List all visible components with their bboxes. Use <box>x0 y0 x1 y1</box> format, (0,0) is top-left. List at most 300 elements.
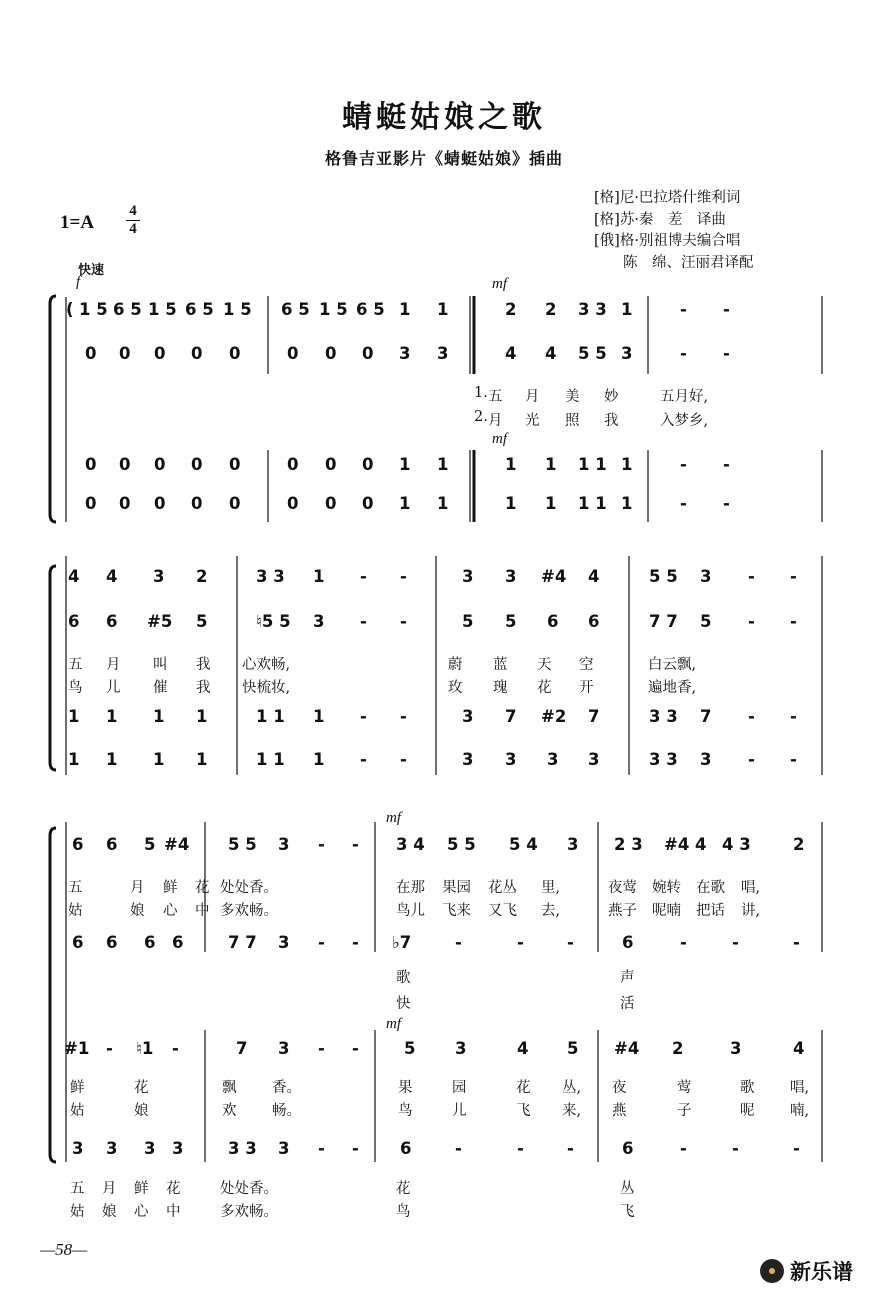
note-s2-r1-c5: 3 <box>313 612 325 631</box>
note-s1-r2-c5: 0 <box>287 455 299 474</box>
note-s2-r1-c11: 6 <box>588 612 600 631</box>
lyric-word: 娘 <box>102 1204 117 1220</box>
note-s3-r0-c6: - <box>318 835 325 854</box>
note-s1-r0-c3: 6 5 <box>185 300 214 319</box>
note-s2-r2-c15: - <box>790 707 797 726</box>
lyric-word: 果 <box>398 1080 413 1096</box>
lyric-word: 莺 <box>677 1080 692 1096</box>
note-s2-r2-c8: 3 <box>462 707 474 726</box>
lyric-word: 燕子 <box>608 903 637 919</box>
note-s3-r0-c12: 2 3 <box>614 835 643 854</box>
note-s3-r1-c7: - <box>352 933 359 952</box>
lyric-word: 月 <box>102 1181 117 1197</box>
lyric-word: 姑 <box>70 1204 85 1220</box>
lyric-word: 花 <box>537 680 552 696</box>
note-s1-r0-c8: 1 <box>399 300 411 319</box>
lyric-word: 畅。 <box>272 1103 301 1119</box>
note-s3-r2-c10: 4 <box>517 1039 529 1058</box>
lyric-word: 飞 <box>516 1103 531 1119</box>
note-s3-r2-c5: 3 <box>278 1039 290 1058</box>
note-s1-r0-c15: - <box>723 300 730 319</box>
note-s3-r3-c3: 3 <box>172 1139 184 1158</box>
note-s1-r0-c6: 1 5 <box>319 300 348 319</box>
note-s3-r1-c6: - <box>318 933 325 952</box>
note-s3-r2-c0: #1 <box>64 1039 90 1058</box>
lyric-word: 妙 <box>604 389 619 405</box>
note-s3-r3-c5: 3 <box>278 1139 290 1158</box>
lyric-word: 月 <box>488 413 503 429</box>
note-s2-r2-c12: 3 3 <box>649 707 678 726</box>
lyric-word: 开 <box>579 680 594 696</box>
note-s3-r2-c15: 4 <box>793 1039 805 1058</box>
lyric-word: 夜莺 <box>608 880 637 896</box>
note-s3-r2-c9: 3 <box>455 1039 467 1058</box>
lyric-word: 果园 <box>442 880 471 896</box>
note-s3-r3-c7: - <box>352 1139 359 1158</box>
lyric-word: 鲜 <box>163 880 178 896</box>
note-s1-r3-c7: 0 <box>362 494 374 513</box>
lyric-word: 中 <box>166 1204 181 1220</box>
note-s1-r1-c0: 0 <box>85 344 97 363</box>
song-subtitle: 格鲁吉亚影片《蜻蜓姑娘》插曲 <box>324 149 563 168</box>
note-s3-r3-c15: - <box>793 1139 800 1158</box>
note-s3-r1-c8: ♭7 <box>392 933 412 952</box>
lyric-word: 飞 <box>620 1204 635 1220</box>
dynamic-mf-1: mf <box>492 276 507 292</box>
lyric-word: 催 <box>153 680 168 696</box>
note-s3-r2-c12: #4 <box>614 1039 640 1058</box>
note-s1-r2-c0: 0 <box>85 455 97 474</box>
note-s2-r2-c0: 1 <box>68 707 80 726</box>
lyric-word: 唱, <box>790 1080 810 1096</box>
note-s1-r3-c12: 1 1 <box>578 494 607 513</box>
note-s3-r1-c11: - <box>567 933 574 952</box>
dynamic-forte: f <box>76 274 81 290</box>
lyric-word: 姑 <box>68 903 83 919</box>
lyric-word: 丛 <box>620 1181 635 1197</box>
note-s3-r1-c12: 6 <box>622 933 634 952</box>
watermark-text: 新乐谱 <box>790 1260 853 1284</box>
note-s1-r0-c9: 1 <box>437 300 449 319</box>
credit-arranger: [俄]格·别祖博夫编合唱 <box>594 233 741 249</box>
lyric-word: 唱, <box>741 880 761 896</box>
note-s1-r2-c4: 0 <box>229 455 241 474</box>
lyric-word: 鲜 <box>70 1080 85 1096</box>
lyric-word: 五月好, <box>660 389 709 405</box>
note-s1-r0-c13: 1 <box>621 300 633 319</box>
note-s2-r3-c3: 1 <box>196 750 208 769</box>
note-s3-r1-c15: - <box>793 933 800 952</box>
lyric-word: 入梦乡, <box>660 413 709 429</box>
note-s1-r2-c15: - <box>723 455 730 474</box>
note-s1-r2-c14: - <box>680 455 687 474</box>
note-s3-r0-c2: 5 <box>144 835 156 854</box>
note-s2-r1-c14: - <box>748 612 755 631</box>
note-s3-r3-c0: 3 <box>72 1139 84 1158</box>
verse-number: 2. <box>474 409 488 425</box>
lyric-word: 心 <box>163 903 178 919</box>
lyric-word: 丛, <box>562 1080 582 1096</box>
note-s2-r3-c10: 3 <box>547 750 559 769</box>
open-paren: ( <box>66 300 74 319</box>
note-s2-r3-c11: 3 <box>588 750 600 769</box>
note-s3-r1-c5: 3 <box>278 933 290 952</box>
note-s1-r3-c3: 0 <box>191 494 203 513</box>
lyric-word: 歌 <box>740 1080 755 1096</box>
note-s2-r1-c1: 6 <box>106 612 118 631</box>
lyric-word: 天 <box>537 657 552 673</box>
note-s3-r1-c14: - <box>732 933 739 952</box>
lyric-word: 姑 <box>70 1103 85 1119</box>
note-s1-r1-c4: 0 <box>229 344 241 363</box>
credit-composer: [格]苏·秦 差 译曲 <box>594 211 726 228</box>
note-s1-r3-c0: 0 <box>85 494 97 513</box>
page-number: —58— <box>40 1240 88 1259</box>
note-s1-r1-c11: 4 <box>545 344 557 363</box>
note-s1-r1-c14: - <box>680 344 687 363</box>
lyric-word: 蔚 <box>448 657 463 673</box>
lyric-word: 歌 <box>396 970 411 986</box>
note-s2-r1-c15: - <box>790 612 797 631</box>
credit-translators: 陈 绵、汪丽君译配 <box>594 254 754 271</box>
note-s3-r1-c10: - <box>517 933 524 952</box>
lyric-word: 瑰 <box>493 680 508 696</box>
note-s3-r2-c2: ♮1 <box>136 1039 154 1058</box>
note-s3-r3-c9: - <box>455 1139 462 1158</box>
lyric-word: 多欢畅。 <box>220 903 278 919</box>
note-s3-r0-c1: 6 <box>106 835 118 854</box>
lyric-word: 花 <box>396 1181 411 1197</box>
note-s2-r0-c13: 3 <box>700 567 712 586</box>
note-s3-r3-c1: 3 <box>106 1139 118 1158</box>
lyric-word: 中 <box>195 903 210 919</box>
lyric-word: 五 <box>68 657 83 673</box>
lyric-word: 喃, <box>790 1103 810 1119</box>
note-s3-r2-c8: 5 <box>404 1039 416 1058</box>
lyric-word: 处处香。 <box>220 880 278 896</box>
lyric-word: 心 <box>134 1204 149 1220</box>
lyric-word: 玫 <box>448 680 463 696</box>
note-s3-r0-c7: - <box>352 835 359 854</box>
lyric-word: 里, <box>541 880 561 896</box>
lyric-word: 花 <box>166 1181 181 1197</box>
lyric-word: 夜 <box>612 1080 627 1096</box>
note-s2-r1-c2: #5 <box>147 612 173 631</box>
note-s2-r3-c6: - <box>360 750 367 769</box>
system-brace <box>50 828 56 1162</box>
lyric-word: 花 <box>134 1080 149 1096</box>
note-s3-r3-c14: - <box>732 1139 739 1158</box>
note-s2-r3-c5: 1 <box>313 750 325 769</box>
note-s3-r2-c6: - <box>318 1039 325 1058</box>
note-s2-r3-c12: 3 3 <box>649 750 678 769</box>
note-s2-r3-c4: 1 1 <box>256 750 285 769</box>
note-s1-r1-c15: - <box>723 344 730 363</box>
lyric-word: 鸟 <box>396 1204 411 1220</box>
note-s2-r0-c2: 3 <box>153 567 165 586</box>
lyric-word: 燕 <box>612 1103 627 1119</box>
note-s2-r1-c4: ♮5 5 <box>256 612 291 631</box>
note-s3-r0-c0: 6 <box>72 835 84 854</box>
note-s3-r3-c4: 3 3 <box>228 1139 257 1158</box>
note-s2-r2-c1: 1 <box>106 707 118 726</box>
lyric-word: 叫 <box>153 657 168 673</box>
lyric-word: 花丛 <box>488 880 517 896</box>
note-s2-r0-c5: 1 <box>313 567 325 586</box>
lyric-word: 快 <box>396 996 411 1012</box>
note-s2-r0-c1: 4 <box>106 567 118 586</box>
note-s2-r1-c13: 5 <box>700 612 712 631</box>
note-s2-r3-c1: 1 <box>106 750 118 769</box>
note-s3-r0-c9: 5 5 <box>447 835 476 854</box>
note-s2-r2-c7: - <box>400 707 407 726</box>
time-sig-bottom: 4 <box>126 220 140 238</box>
note-s2-r1-c9: 5 <box>505 612 517 631</box>
dynamic-mf-4: mf <box>386 1016 401 1032</box>
note-s3-r0-c3: #4 <box>164 835 190 854</box>
verse-number: 1. <box>474 385 488 401</box>
note-s1-r3-c4: 0 <box>229 494 241 513</box>
note-s2-r0-c9: 3 <box>505 567 517 586</box>
note-s1-r3-c13: 1 <box>621 494 633 513</box>
note-s2-r3-c13: 3 <box>700 750 712 769</box>
note-s2-r2-c11: 7 <box>588 707 600 726</box>
note-s1-r2-c7: 0 <box>362 455 374 474</box>
lyric-word: 五 <box>68 880 83 896</box>
lyric-word: 香。 <box>272 1080 301 1096</box>
lyric-word: 花 <box>516 1080 531 1096</box>
song-title: 蜻蜓姑娘之歌 <box>342 100 546 135</box>
note-s2-r1-c10: 6 <box>547 612 559 631</box>
note-s3-r0-c15: 2 <box>793 835 805 854</box>
note-s2-r3-c2: 1 <box>153 750 165 769</box>
lyric-word: 鸟 <box>398 1103 413 1119</box>
note-s3-r0-c8: 3 4 <box>396 835 425 854</box>
lyric-word: 欢 <box>222 1103 237 1119</box>
time-sig-top: 4 <box>129 203 137 219</box>
note-s3-r1-c3: 6 <box>172 933 184 952</box>
note-s1-r1-c3: 0 <box>191 344 203 363</box>
note-s3-r0-c5: 3 <box>278 835 290 854</box>
dynamic-mf-3: mf <box>386 810 401 826</box>
note-s1-r2-c11: 1 <box>545 455 557 474</box>
note-s2-r2-c13: 7 <box>700 707 712 726</box>
lyric-word: 来, <box>562 1103 582 1119</box>
note-s1-r3-c5: 0 <box>287 494 299 513</box>
lyric-word: 月 <box>130 880 145 896</box>
lyric-word: 我 <box>604 413 619 429</box>
lyric-word: 子 <box>677 1103 692 1119</box>
dynamic-mf-2: mf <box>492 431 507 447</box>
note-s1-r1-c13: 3 <box>621 344 633 363</box>
lyric-word: 把话 <box>696 903 725 919</box>
lyric-word: 美 <box>565 389 580 405</box>
lyric-word: 在那 <box>396 880 425 896</box>
note-s1-r0-c10: 2 <box>505 300 517 319</box>
note-s2-r0-c11: 4 <box>588 567 600 586</box>
lyric-word: 声 <box>620 970 635 986</box>
note-s2-r0-c10: #4 <box>541 567 567 586</box>
note-s3-r0-c4: 5 5 <box>228 835 257 854</box>
lyric-word: 鲜 <box>134 1181 149 1197</box>
lyric-word: 儿 <box>106 680 121 696</box>
note-s1-r1-c5: 0 <box>287 344 299 363</box>
lyric-word: 呢喃 <box>652 903 681 919</box>
note-s1-r0-c0: 1 5 <box>79 300 108 319</box>
note-s1-r1-c9: 3 <box>437 344 449 363</box>
note-s1-r1-c7: 0 <box>362 344 374 363</box>
note-s1-r0-c5: 6 5 <box>281 300 310 319</box>
note-s1-r0-c4: 1 5 <box>223 300 252 319</box>
lyric-word: 娘 <box>130 903 145 919</box>
note-s1-r3-c10: 1 <box>505 494 517 513</box>
note-s3-r2-c14: 3 <box>730 1039 742 1058</box>
note-s3-r1-c0: 6 <box>72 933 84 952</box>
note-s1-r3-c1: 0 <box>119 494 131 513</box>
note-s1-r2-c2: 0 <box>154 455 166 474</box>
note-s2-r0-c6: - <box>360 567 367 586</box>
note-s3-r3-c12: 6 <box>622 1139 634 1158</box>
note-s3-r2-c4: 7 <box>236 1039 248 1058</box>
note-s1-r3-c11: 1 <box>545 494 557 513</box>
note-s1-r2-c6: 0 <box>325 455 337 474</box>
note-s2-r3-c15: - <box>790 750 797 769</box>
lyric-word: 又飞 <box>488 903 517 919</box>
note-s1-r1-c12: 5 5 <box>578 344 607 363</box>
lyric-word: 多欢畅。 <box>220 1204 278 1220</box>
note-s2-r2-c2: 1 <box>153 707 165 726</box>
note-s2-r1-c3: 5 <box>196 612 208 631</box>
note-s2-r3-c0: 1 <box>68 750 80 769</box>
note-s3-r1-c9: - <box>455 933 462 952</box>
lyric-word: 光 <box>525 413 540 429</box>
lyric-word: 在歌 <box>696 880 725 896</box>
note-s3-r2-c3: - <box>172 1039 179 1058</box>
note-s1-r0-c14: - <box>680 300 687 319</box>
note-s1-r3-c14: - <box>680 494 687 513</box>
note-s2-r0-c12: 5 5 <box>649 567 678 586</box>
lyric-word: 月 <box>106 657 121 673</box>
lyric-word: 鸟 <box>68 680 83 696</box>
note-s2-r0-c14: - <box>748 567 755 586</box>
note-s2-r0-c15: - <box>790 567 797 586</box>
note-s2-r2-c10: #2 <box>541 707 567 726</box>
note-s1-r2-c10: 1 <box>505 455 517 474</box>
note-s1-r0-c1: 6 5 <box>113 300 142 319</box>
note-s2-r1-c0: 6 <box>68 612 80 631</box>
note-s2-r1-c8: 5 <box>462 612 474 631</box>
note-s2-r3-c14: - <box>748 750 755 769</box>
note-s2-r1-c7: - <box>400 612 407 631</box>
lyric-word: 空 <box>579 657 594 673</box>
note-s3-r3-c6: - <box>318 1139 325 1158</box>
note-s2-r0-c7: - <box>400 567 407 586</box>
note-s2-r2-c9: 7 <box>505 707 517 726</box>
lyric-word: 讲, <box>741 903 761 919</box>
note-s2-r2-c14: - <box>748 707 755 726</box>
system-brace <box>50 296 56 522</box>
lyric-word: 照 <box>565 413 580 429</box>
lyric-word: 蓝 <box>493 657 508 673</box>
lyric-word: 快梳妆, <box>242 680 291 696</box>
note-s2-r3-c7: - <box>400 750 407 769</box>
note-s3-r1-c2: 6 <box>144 933 156 952</box>
note-s3-r3-c2: 3 <box>144 1139 156 1158</box>
lyric-word: 儿 <box>452 1103 467 1119</box>
note-s1-r0-c7: 6 5 <box>356 300 385 319</box>
note-s1-r2-c13: 1 <box>621 455 633 474</box>
note-s1-r0-c2: 1 5 <box>148 300 177 319</box>
note-s3-r0-c14: 4 3 <box>722 835 751 854</box>
note-s2-r0-c8: 3 <box>462 567 474 586</box>
note-s1-r2-c9: 1 <box>437 455 449 474</box>
note-s1-r3-c6: 0 <box>325 494 337 513</box>
note-s3-r3-c13: - <box>680 1139 687 1158</box>
tempo-marking: 快速 <box>78 263 105 278</box>
note-s2-r1-c6: - <box>360 612 367 631</box>
note-s1-r2-c8: 1 <box>399 455 411 474</box>
lyric-word: 飘 <box>222 1080 237 1096</box>
note-s1-r1-c8: 3 <box>399 344 411 363</box>
note-s2-r3-c8: 3 <box>462 750 474 769</box>
note-s2-r2-c4: 1 1 <box>256 707 285 726</box>
note-s1-r2-c1: 0 <box>119 455 131 474</box>
lyric-word: 呢 <box>740 1103 755 1119</box>
note-s1-r1-c2: 0 <box>154 344 166 363</box>
note-s1-r2-c3: 0 <box>191 455 203 474</box>
lyric-word: 活 <box>620 996 635 1012</box>
note-s3-r2-c11: 5 <box>567 1039 579 1058</box>
note-s3-r2-c13: 2 <box>672 1039 684 1058</box>
lyric-word: 花 <box>195 880 210 896</box>
note-s2-r1-c12: 7 7 <box>649 612 678 631</box>
note-s1-r3-c2: 0 <box>154 494 166 513</box>
note-s3-r1-c4: 7 7 <box>228 933 257 952</box>
lyric-word: 五 <box>488 389 503 405</box>
lyric-word: 我 <box>196 680 211 696</box>
note-s3-r3-c8: 6 <box>400 1139 412 1158</box>
note-s1-r0-c11: 2 <box>545 300 557 319</box>
key-signature: 1=A <box>60 212 95 233</box>
note-s1-r2-c12: 1 1 <box>578 455 607 474</box>
lyric-word: 飞来 <box>442 903 471 919</box>
note-s2-r2-c3: 1 <box>196 707 208 726</box>
note-s1-r1-c6: 0 <box>325 344 337 363</box>
note-s2-r0-c4: 3 3 <box>256 567 285 586</box>
system-brace <box>50 566 56 770</box>
note-s3-r2-c7: - <box>352 1039 359 1058</box>
credit-lyricist: [格]尼·巴拉塔什维利词 <box>594 190 741 206</box>
note-s1-r1-c10: 4 <box>505 344 517 363</box>
note-s1-r1-c1: 0 <box>119 344 131 363</box>
note-s1-r3-c8: 1 <box>399 494 411 513</box>
note-s3-r1-c13: - <box>680 933 687 952</box>
note-s1-r0-c12: 3 3 <box>578 300 607 319</box>
note-s3-r3-c11: - <box>567 1139 574 1158</box>
note-s3-r1-c1: 6 <box>106 933 118 952</box>
note-s2-r0-c0: 4 <box>68 567 80 586</box>
note-s2-r3-c9: 3 <box>505 750 517 769</box>
lyric-word: 鸟儿 <box>396 903 425 919</box>
note-s2-r2-c5: 1 <box>313 707 325 726</box>
lyric-word: 五 <box>70 1181 85 1197</box>
lyric-word: 遍地香, <box>648 680 697 696</box>
lyric-word: 婉转 <box>652 880 681 896</box>
note-s3-r2-c1: - <box>106 1039 113 1058</box>
note-s3-r0-c11: 3 <box>567 835 579 854</box>
note-s1-r3-c9: 1 <box>437 494 449 513</box>
lyric-word: 心欢畅, <box>242 657 291 673</box>
